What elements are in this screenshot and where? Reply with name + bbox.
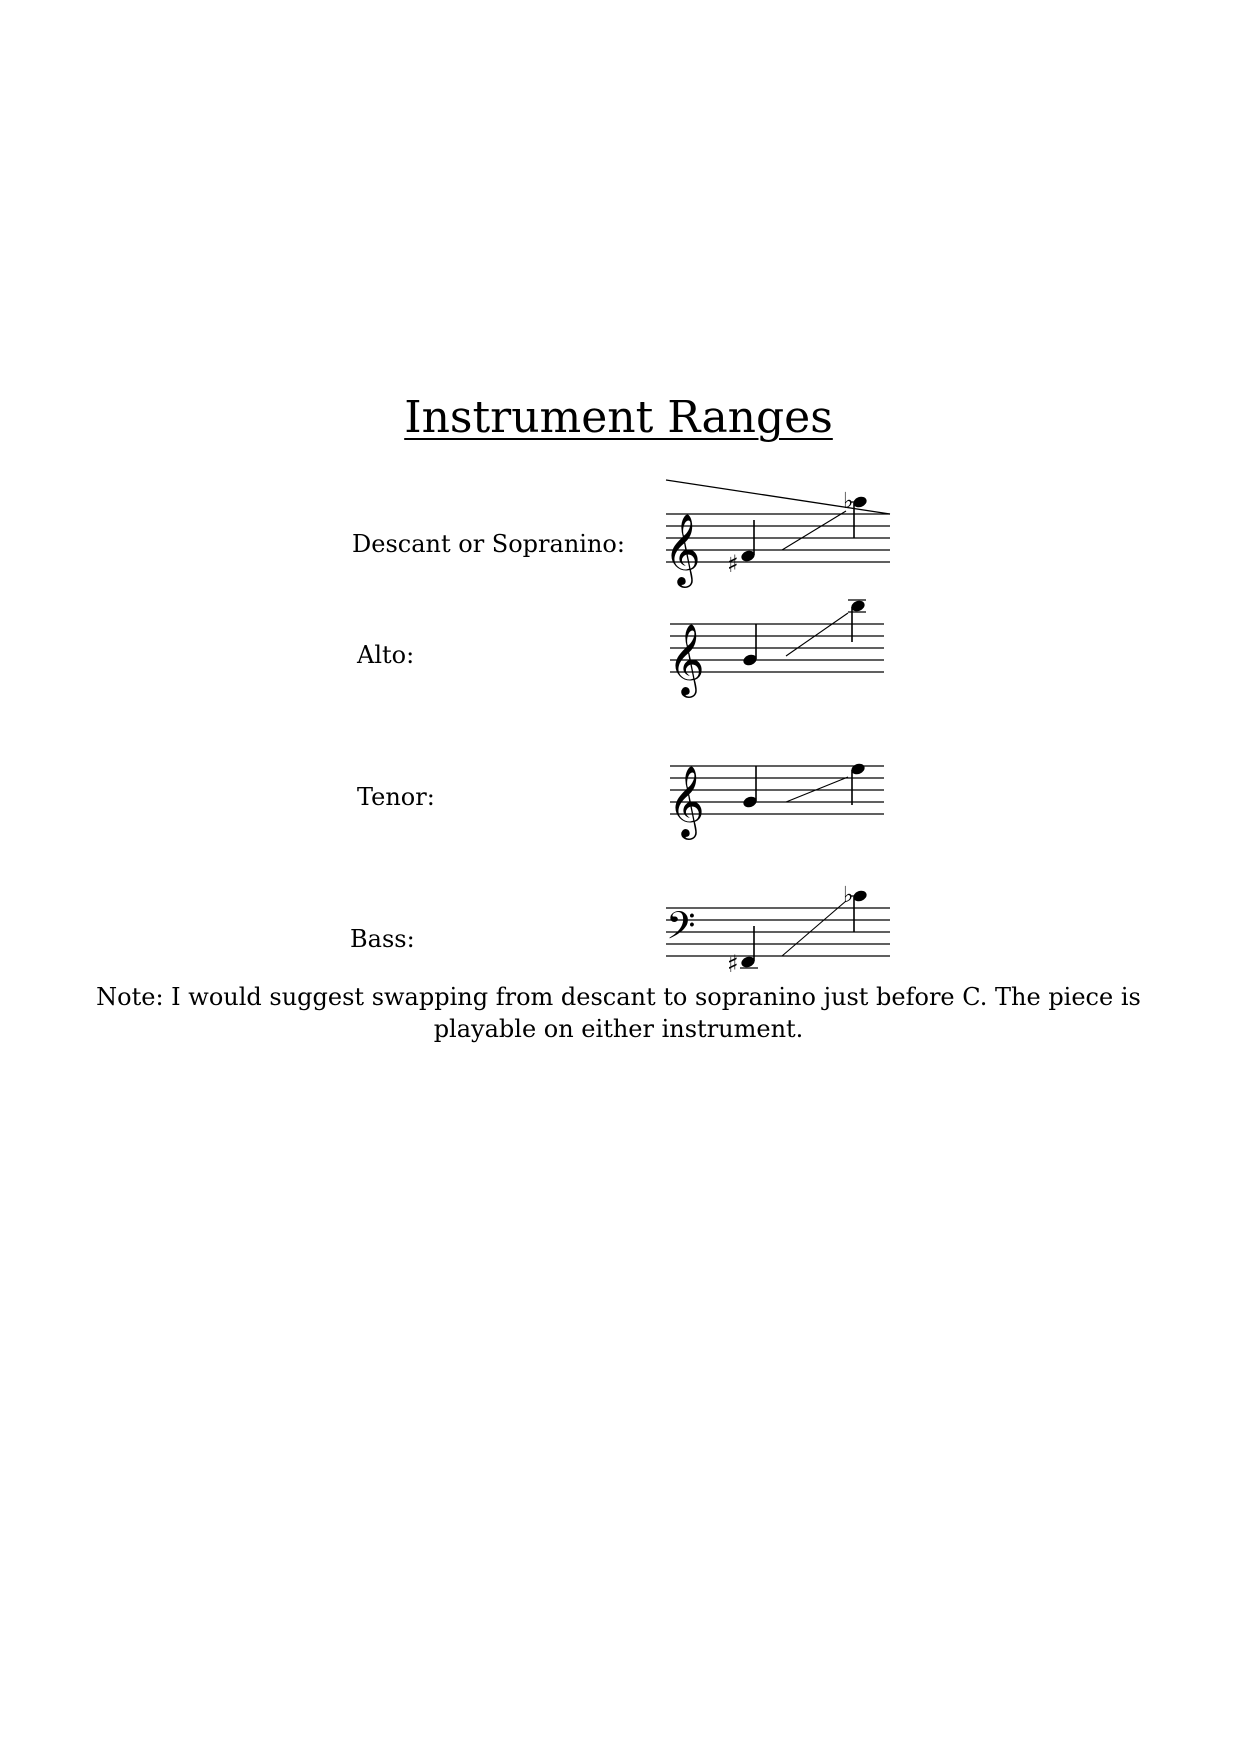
- staff-descant: [660, 480, 900, 590]
- sharp-icon: ♯: [727, 550, 739, 578]
- staff-tenor: [660, 732, 900, 842]
- instrument-label-alto: Alto:: [357, 641, 415, 669]
- range-line: [782, 511, 846, 550]
- bass-clef-icon: 𝄢: [666, 903, 696, 957]
- treble-clef-icon: 𝄞: [668, 622, 705, 695]
- staff-alto: [660, 590, 900, 700]
- note-line-2: playable on either instrument.: [433, 1015, 804, 1043]
- range-line: [786, 613, 848, 656]
- treble-clef-icon: 𝄞: [664, 512, 701, 585]
- flat-icon: ♭: [843, 883, 854, 908]
- note-line-1: Note: I would suggest swapping from descant to sopranino just before C. The piece is: [96, 983, 1141, 1011]
- page-title: Instrument Ranges: [404, 392, 833, 443]
- instrument-label-tenor: Tenor:: [357, 783, 435, 811]
- range-line: [782, 901, 846, 956]
- performance-note: [0, 981, 1237, 1045]
- instrument-label-descant: Descant or Sopranino:: [352, 530, 625, 558]
- staff-bass: [660, 870, 900, 980]
- flat-icon: ♭: [843, 489, 854, 514]
- treble-clef-icon: 𝄞: [668, 764, 705, 837]
- instrument-label-bass: Bass:: [350, 925, 415, 953]
- sharp-icon: ♯: [727, 950, 739, 978]
